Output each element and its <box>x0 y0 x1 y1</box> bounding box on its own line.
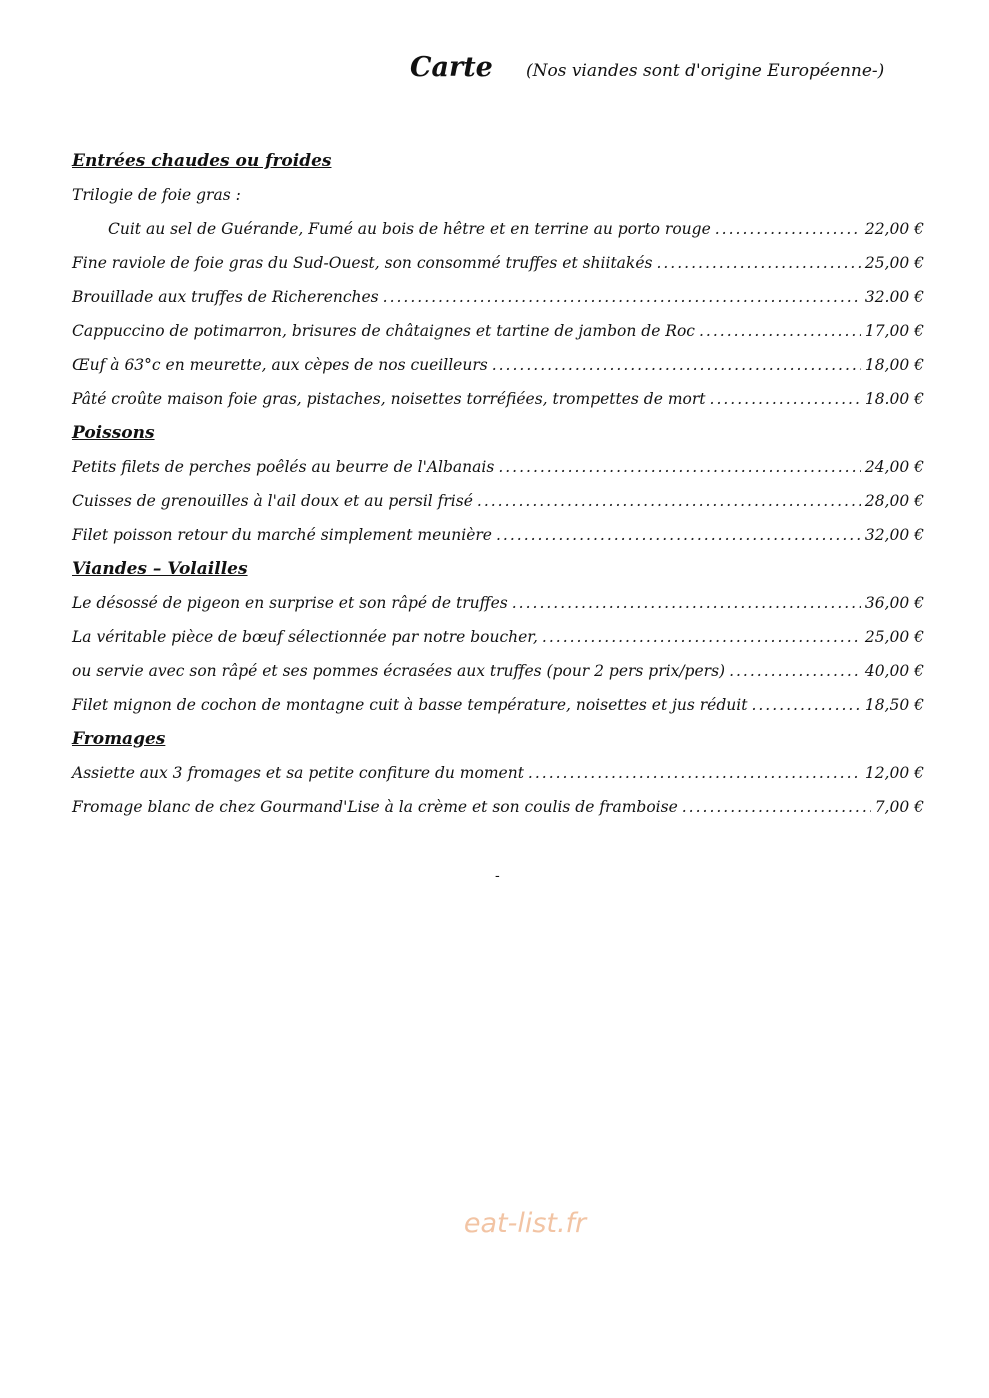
page-subtitle: (Nos viandes sont d'origine Européenne-) <box>525 61 885 81</box>
leader-dots <box>699 316 861 346</box>
item-price: 12,00 € <box>864 764 924 782</box>
title-row <box>410 52 884 83</box>
menu-item <box>72 656 924 690</box>
menu-item <box>72 486 924 520</box>
item-name: Cuit au sel de Guérande, Fumé au bois de hêtre et en terrine au porto rouge <box>108 220 711 238</box>
menu-item <box>72 316 924 350</box>
page-title: Carte <box>410 52 493 83</box>
item-name: Brouillade aux truffes de Richerenches <box>72 288 379 306</box>
leader-dots <box>477 486 861 516</box>
menu-item <box>72 588 924 622</box>
leader-dots <box>656 248 860 278</box>
menu-item <box>72 622 924 656</box>
item-name: La véritable pièce de bœuf sélectionnée par notre boucher, <box>72 628 538 646</box>
separator-dash: - <box>495 868 500 884</box>
item-name: Cappuccino de potimarron, brisures de châtaignes et tartine de jambon de Roc <box>72 322 695 340</box>
item-price: 40,00 € <box>864 662 924 680</box>
item-price: 25,00 € <box>864 254 924 272</box>
item-price: 32,00 € <box>864 526 924 544</box>
item-price: 24,00 € <box>864 458 924 476</box>
menu-item <box>72 282 924 316</box>
section-title-entrees: Entrées chaudes ou froides <box>72 151 332 171</box>
item-name: Pâté croûte maison foie gras, pistaches, noisettes torréfiées, trompettes de mort <box>72 390 706 408</box>
menu-item <box>72 792 924 826</box>
menu-list <box>72 146 924 826</box>
leader-dots <box>542 622 861 652</box>
section-title-fromages: Fromages <box>72 729 166 749</box>
leader-dots <box>383 282 861 312</box>
item-price: 36,00 € <box>864 594 924 612</box>
item-price: 17,00 € <box>864 322 924 340</box>
item-name: Fromage blanc de chez Gourmand'Lise à la crème et son coulis de framboise <box>72 798 678 816</box>
leader-dots <box>496 520 861 550</box>
item-price: 22,00 € <box>864 220 924 238</box>
leader-dots <box>715 214 861 244</box>
section-title-poissons: Poissons <box>72 423 155 443</box>
item-price: 18.00 € <box>864 390 924 408</box>
item-name: Cuisses de grenouilles à l'ail doux et au persil frisé <box>72 492 473 510</box>
item-name: Le désossé de pigeon en surprise et son râpé de truffes <box>72 594 508 612</box>
leader-dots <box>498 452 861 482</box>
item-price: 28,00 € <box>864 492 924 510</box>
leader-dots <box>710 384 861 414</box>
watermark: eat-list.fr <box>463 1208 587 1239</box>
item-name: Œuf à 63°c en meurette, aux cèpes de nos cueilleurs <box>72 356 488 374</box>
item-price: 25,00 € <box>864 628 924 646</box>
menu-item <box>72 350 924 384</box>
item-name: Fine raviole de foie gras du Sud-Ouest, son consommé truffes et shiitakés <box>72 254 653 272</box>
menu-item <box>72 214 924 248</box>
leader-dots <box>528 758 861 788</box>
leader-dots <box>492 350 861 380</box>
menu-item <box>72 384 924 418</box>
item-name: Filet mignon de cochon de montagne cuit à basse température, noisettes et jus réduit <box>72 696 748 714</box>
item-name: Assiette aux 3 fromages et sa petite confiture du moment <box>72 764 524 782</box>
leader-dots <box>729 656 861 686</box>
item-price: 7,00 € <box>874 798 924 816</box>
item-name: Petits filets de perches poêlés au beurre de l'Albanais <box>72 458 495 476</box>
item-price: 18,50 € <box>864 696 924 714</box>
leader-dots <box>512 588 861 618</box>
leader-dots <box>751 690 860 720</box>
leader-dots <box>682 792 871 822</box>
menu-item <box>72 758 924 792</box>
item-name: Filet poisson retour du marché simplement meunière <box>72 526 492 544</box>
menu-item <box>72 248 924 282</box>
section-intro: Trilogie de foie gras : <box>72 186 241 204</box>
menu-item <box>72 520 924 554</box>
item-price: 18,00 € <box>864 356 924 374</box>
menu-item <box>72 690 924 724</box>
item-price: 32.00 € <box>864 288 924 306</box>
menu-item <box>72 452 924 486</box>
item-name: ou servie avec son râpé et ses pommes écrasées aux truffes (pour 2 pers prix/pers) <box>72 662 726 680</box>
section-title-viandes: Viandes – Volailles <box>72 559 248 579</box>
